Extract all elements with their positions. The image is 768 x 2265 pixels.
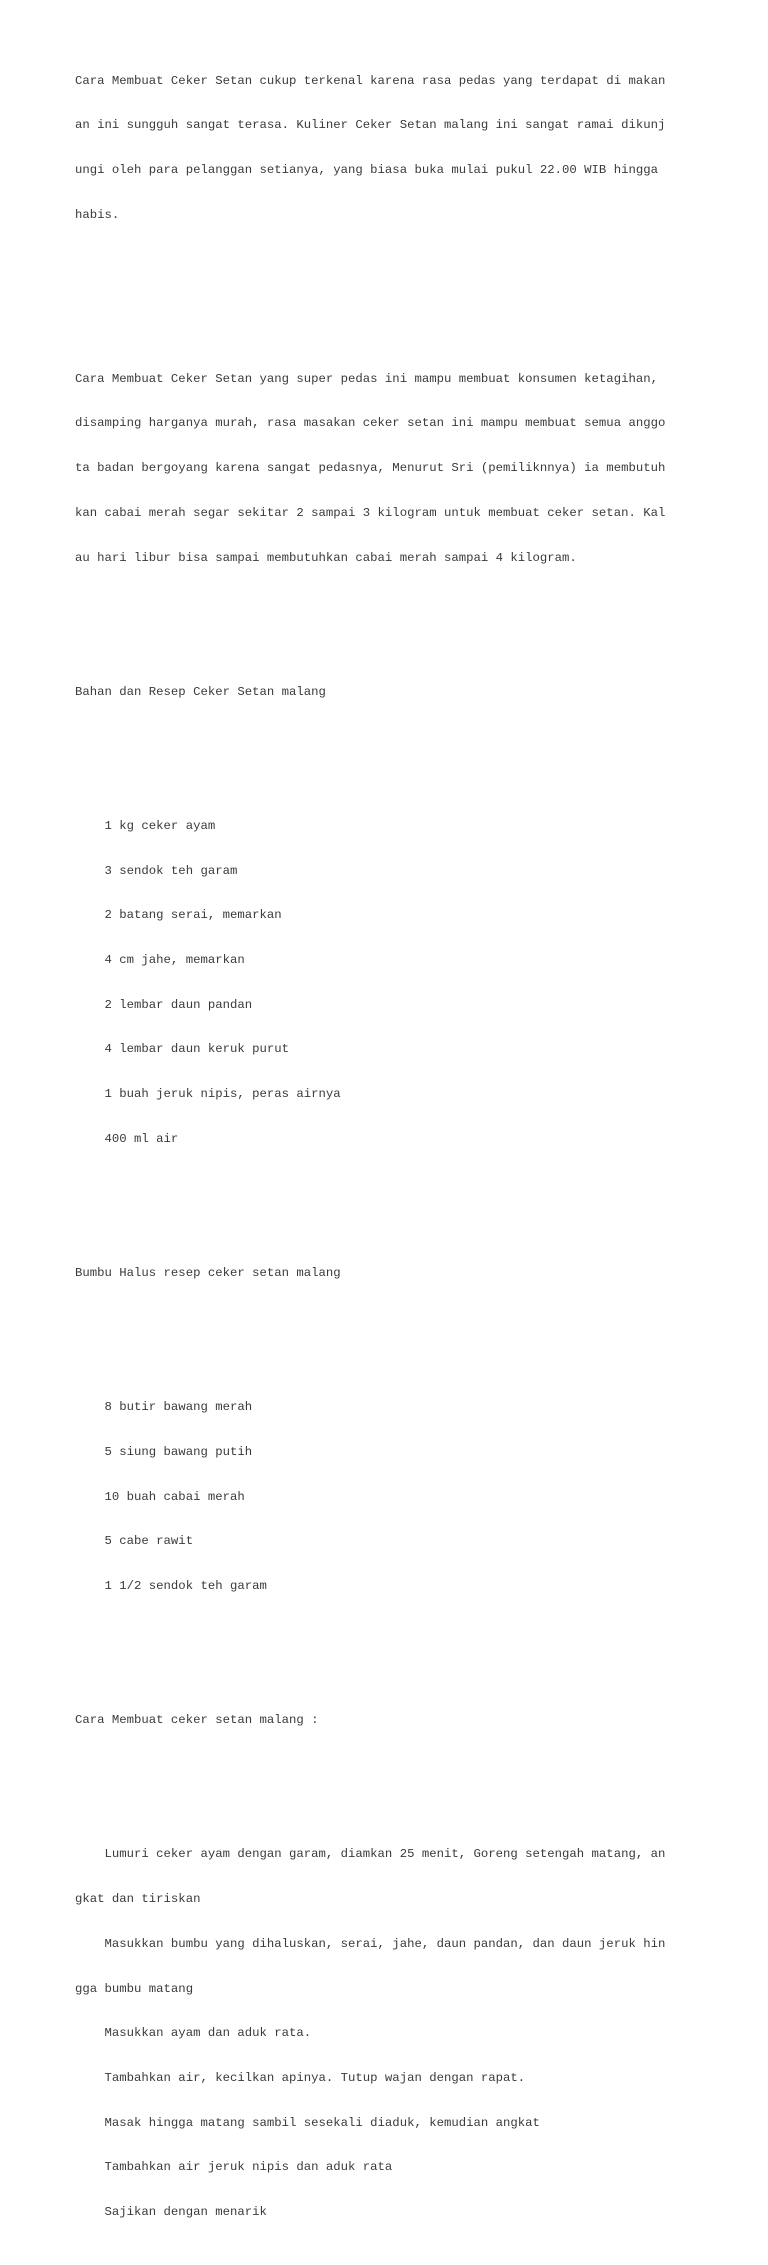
text-line: Cara Membuat Ceker Setan cukup terkenal karena rasa pedas yang terdapat di makan <box>75 73 666 88</box>
text-line: au hari libur bisa sampai membutuhkan cabai merah sampai 4 kilogram. <box>75 550 577 565</box>
steps-heading: Cara Membuat ceker setan malang : <box>75 1713 319 1728</box>
spacer <box>75 729 695 744</box>
text-line: kan cabai merah segar sekitar 2 sampai 3 kilogram untuk membuat ceker setan. Kal <box>75 505 666 520</box>
list-item: 4 cm jahe, memarkan <box>75 953 245 968</box>
list-item: 400 ml air <box>75 1131 179 1146</box>
list-item: 1 kg ceker ayam <box>75 818 216 833</box>
text-line: an ini sungguh sangat terasa. Kuliner Ceker Setan malang ini sangat ramai dikunj <box>75 118 666 133</box>
list-item: 1 buah jeruk nipis, peras airnya <box>75 1087 341 1102</box>
ingredients-list <box>75 789 695 1177</box>
spacer <box>75 1654 695 1669</box>
list-item: 1 1/2 sendok teh garam <box>75 1579 267 1594</box>
spacer <box>75 1311 695 1326</box>
spacer <box>75 625 695 640</box>
document-page <box>75 14 695 2265</box>
spices-list <box>75 1370 695 1623</box>
list-item: 2 lembar daun pandan <box>75 997 253 1012</box>
spacer <box>75 1758 695 1773</box>
spacer <box>75 282 695 297</box>
list-item: 5 cabe rawit <box>75 1534 194 1549</box>
list-item: 3 sendok teh garam <box>75 863 238 878</box>
list-item: gga bumbu matang <box>75 1981 194 1996</box>
steps-list <box>75 1818 695 2250</box>
second-paragraph <box>75 342 695 595</box>
list-item: Masukkan ayam dan aduk rata. <box>75 2026 312 2041</box>
spices-heading: Bumbu Halus resep ceker setan malang <box>75 1266 341 1281</box>
text-line: ungi oleh para pelanggan setianya, yang biasa buka mulai pukul 22.00 WIB hingga <box>75 163 658 178</box>
ingredients-heading: Bahan dan Resep Ceker Setan malang <box>75 684 326 699</box>
list-item: Tambahkan air jeruk nipis dan aduk rata <box>75 2160 393 2175</box>
list-item: 5 siung bawang putih <box>75 1444 253 1459</box>
list-item: 2 batang serai, memarkan <box>75 908 282 923</box>
text-line: habis. <box>75 207 120 222</box>
list-item: 4 lembar daun keruk purut <box>75 1042 290 1057</box>
list-item: gkat dan tiriskan <box>75 1892 201 1907</box>
text-line: Cara Membuat Ceker Setan yang super pedas ini mampu membuat konsumen ketagihan, <box>75 371 658 386</box>
spacer <box>75 1206 695 1221</box>
list-item: Tambahkan air, kecilkan apinya. Tutup wajan dengan rapat. <box>75 2070 526 2085</box>
list-item: Masak hingga matang sambil sesekali diaduk, kemudian angkat <box>75 2115 540 2130</box>
list-item: Lumuri ceker ayam dengan garam, diamkan 25 menit, Goreng setengah matang, an <box>75 1847 666 1862</box>
intro-paragraph <box>75 44 695 253</box>
list-item: 8 butir bawang merah <box>75 1400 253 1415</box>
list-item: Sajikan dengan menarik <box>75 2205 267 2220</box>
list-item: Masukkan bumbu yang dihaluskan, serai, jahe, daun pandan, dan daun jeruk hin <box>75 1936 666 1951</box>
text-line: ta badan bergoyang karena sangat pedasnya, Menurut Sri (pemiliknnya) ia membutuh <box>75 461 666 476</box>
list-item: 10 buah cabai merah <box>75 1489 245 1504</box>
text-line: disamping harganya murah, rasa masakan ceker setan ini mampu membuat semua anggo <box>75 416 666 431</box>
